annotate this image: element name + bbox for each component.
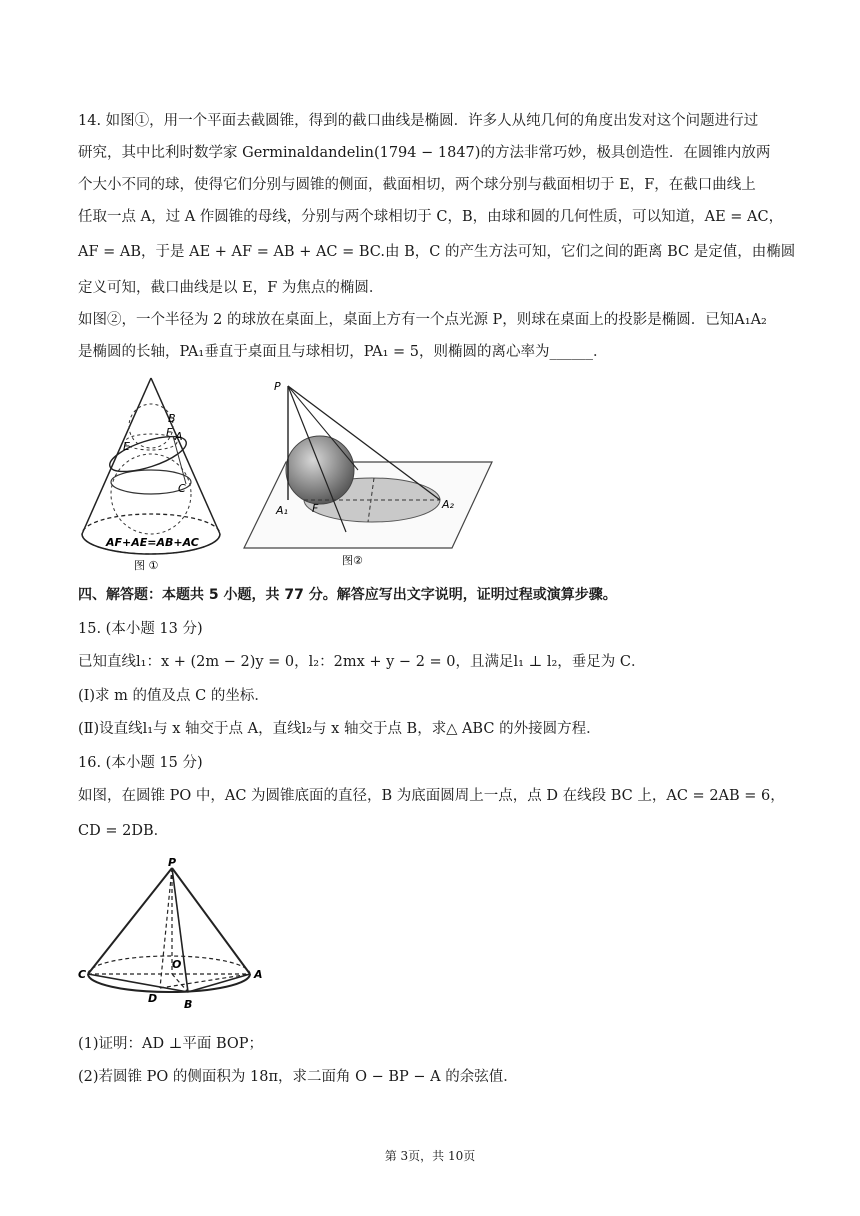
q15-header: 15. (本小题 13 分) (78, 621, 203, 637)
q16-line-2: CD = 2DB． (78, 823, 169, 839)
fig2-label-a2: A₂ (442, 498, 454, 511)
q14-line-8: 是椭圆的长轴，PA₁垂直于桌面且与球相切，PA₁ = 5，则椭圆的离心率为______． (78, 344, 608, 360)
q14-line-4: 任取一点 A，过 A 作圆锥的母线，分别与两个球相切于 C，B，由球和圆的几何性质，可以知道，AE = AC， (78, 209, 784, 225)
fig1-label-a: A (175, 430, 183, 443)
q15-line-1: 已知直线l₁：x + (2m − 2)y = 0，l₂：2mx + y − 2 = 0，且满足l₁ ⊥ l₂，垂足为 C． (78, 654, 646, 670)
fig3-label-b: B (184, 998, 193, 1011)
fig2-caption: 图② (342, 554, 363, 567)
q14-line-5: AF = AB，于是 AE + AF = AB + AC = BC.由 B，C 的产生方法可知，它们之间的距离 BC 是定值，由椭圆 (78, 244, 796, 260)
page-footer: 第 3页，共 10页 (384, 1149, 476, 1163)
fig2-label-f: F (312, 502, 319, 515)
figure-cone-po (78, 856, 270, 1016)
q16-header: 16. (本小题 15 分) (78, 755, 203, 771)
fig3-label-p: P (168, 856, 177, 869)
fig2-label-p: P (274, 380, 281, 393)
fig3-label-a: A (254, 968, 263, 981)
fig1-label-b: B (168, 412, 176, 425)
fig1-label-f: F (166, 426, 173, 439)
fig3-label-c: C (78, 968, 87, 981)
q14-line-3: 个大小不同的球，使得它们分别与圆锥的侧面，截面相切，两个球分别与截面相切于 E，F，在截口曲线上 (78, 177, 756, 193)
section-four-heading: 四、解答题：本题共 5 小题，共 77 分。解答应写出文字说明，证明过程或演算步骤。 (78, 587, 617, 603)
fig1-caption: 图 ① (134, 559, 159, 572)
fig2-label-a1: A₁ (276, 504, 288, 517)
fig3-label-o: O (172, 958, 182, 971)
q16-part-2: (2)若圆锥 PO 的侧面积为 18π，求二面角 O − BP − A 的余弦值． (78, 1069, 518, 1085)
q14-line-2: 研究，其中比利时数学家 Germinaldandelin(1794 − 1847)的方法非常巧妙，极具创造性．在圆锥内放两 (78, 145, 771, 161)
figure-cone-dandelin (76, 374, 226, 574)
fig1-label-e: E (123, 440, 130, 453)
figure-sphere-projection (242, 372, 496, 572)
fig1-formula: AF+AE=AB+AC (106, 536, 199, 549)
q15-line-2: (Ⅰ)求 m 的值及点 C 的坐标． (78, 688, 269, 704)
q16-part-1: (1)证明：AD ⊥平面 BOP； (78, 1036, 264, 1052)
q16-line-1: 如图，在圆锥 PO 中，AC 为圆锥底面的直径，B 为底面圆周上一点，点 D 在线段 BC 上，AC = 2AB = 6， (78, 788, 785, 804)
q14-line-7: 如图②，一个半径为 2 的球放在桌面上，桌面上方有一个点光源 P，则球在桌面上的投影是椭圆．已知A₁A₂ (78, 312, 767, 328)
fig3-label-d: D (148, 992, 158, 1005)
q14-line-6: 定义可知，截口曲线是以 E，F 为焦点的椭圆． (78, 280, 384, 296)
q14-line-1: 14. 如图①，用一个平面去截圆锥，得到的截口曲线是椭圆．许多人从纯几何的角度出发对这个问题进行过 (78, 113, 759, 129)
fig1-label-c: C (178, 482, 186, 495)
q15-line-3: (Ⅱ)设直线l₁与 x 轴交于点 A，直线l₂与 x 轴交于点 B，求△ ABC 的外接圆方程． (78, 721, 601, 737)
